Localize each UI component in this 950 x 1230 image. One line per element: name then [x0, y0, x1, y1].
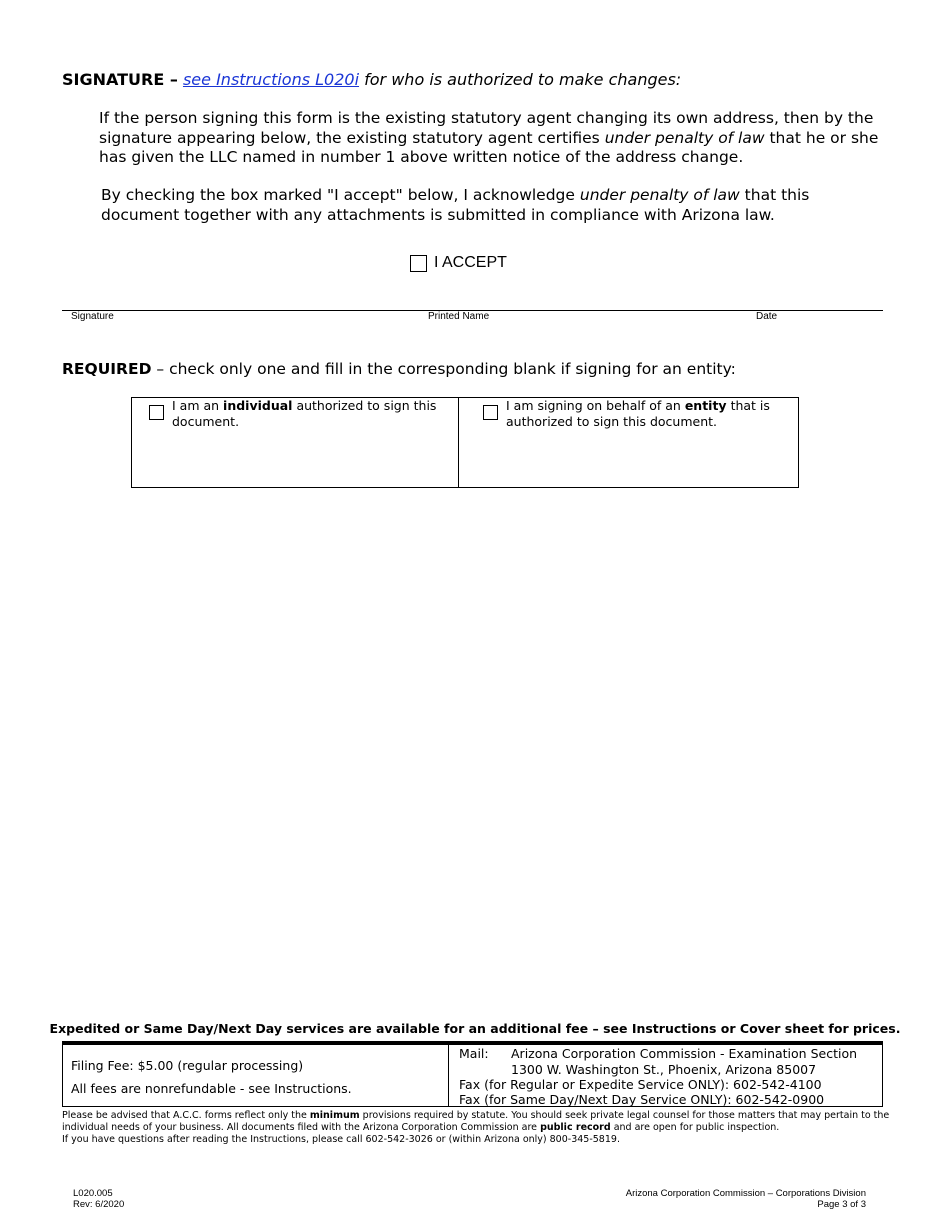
fax-same-day: Fax (for Same Day/Next Day Service ONLY): 602-542-0900	[459, 1092, 825, 1107]
footer-agency-info	[626, 1188, 866, 1210]
disclaimer-text-2: provisions required by statute. You should seek private legal counsel for those matters that may pertain to the individual needs of your business. All documents filed with the Arizona Corporation Commission are	[62, 1110, 890, 1133]
fee-table	[62, 1041, 883, 1107]
form-revision: Rev: 6/2020	[73, 1199, 125, 1210]
disclaimer-text-3: and are open for public inspection.	[613, 1122, 780, 1133]
entity-bold: entity	[684, 398, 727, 413]
entity-checkbox[interactable]	[483, 405, 498, 420]
entity-option[interactable]	[459, 398, 798, 487]
individual-checkbox[interactable]	[149, 405, 164, 420]
individual-option[interactable]	[132, 398, 459, 487]
para1-text-1: If the person signing this form is the existing statutory agent changing its own address, then by the signature appearing below, the existing statutory agent certifies	[99, 109, 874, 147]
disclaimer-text-1: Please be advised that A.C.C. forms reflect only the	[62, 1110, 307, 1121]
mail-address-line2: 1300 W. Washington St., Phoenix, Arizona 85007	[511, 1062, 817, 1077]
mail-address-line1: Arizona Corporation Commission - Examination Section	[511, 1046, 858, 1061]
form-code: L020.005	[73, 1188, 113, 1199]
mail-label: Mail:	[459, 1046, 489, 1061]
accept-row	[410, 254, 507, 272]
accept-label: I ACCEPT	[434, 254, 507, 271]
signature-heading-rest: for who is authorized to make changes:	[364, 70, 682, 89]
required-text: – check only one and fill in the corresponding blank if signing for an entity:	[156, 360, 736, 378]
statutory-agent-certification	[99, 109, 899, 168]
entity-text-1: I am signing on behalf of an	[506, 398, 681, 413]
filing-fee: Filing Fee: $5.00 (regular processing)	[71, 1058, 304, 1073]
individual-bold: individual	[223, 398, 293, 413]
footer-form-info	[73, 1188, 124, 1210]
accept-acknowledgement	[101, 186, 881, 225]
para2-text-1: By checking the box marked "I accept" below, I acknowledge	[101, 186, 575, 204]
signature-heading	[62, 70, 681, 89]
entity-text-2: that is authorized to sign this document.	[506, 398, 770, 429]
para2-italic: under penalty of law	[579, 186, 740, 204]
individual-text-1: I am an	[172, 398, 220, 413]
page-number: Page 3 of 3	[817, 1199, 866, 1210]
submission-info	[449, 1045, 882, 1106]
printed-name-label: Printed Name	[428, 311, 490, 322]
nonrefundable-note: All fees are nonrefundable - see Instructions.	[71, 1081, 352, 1096]
disclaimer-contact: If you have questions after reading the Instructions, please call 602-542-3026 or (within Arizona only) 800-345-5819.	[62, 1134, 620, 1145]
fax-regular: Fax (for Regular or Expedite Service ONLY): 602-542-4100	[459, 1077, 822, 1092]
disclaimer-paragraph	[62, 1110, 892, 1134]
disclaimer-bold-2: public record	[540, 1122, 611, 1133]
instructions-link[interactable]: see Instructions L020i	[182, 70, 360, 89]
para2-text-2: that this document together with any attachments is submitted in compliance with Arizona law.	[101, 186, 810, 224]
signer-type-box	[131, 397, 799, 488]
entity-option-text	[506, 398, 786, 429]
required-label: REQUIRED	[62, 360, 152, 378]
individual-text-2: authorized to sign this document.	[172, 398, 437, 429]
agency-name: Arizona Corporation Commission – Corporations Division	[625, 1188, 866, 1199]
accept-checkbox[interactable]	[410, 255, 427, 272]
fee-info	[63, 1045, 449, 1106]
individual-option-text	[172, 398, 442, 429]
required-heading	[62, 360, 736, 378]
legal-disclaimer	[62, 1110, 892, 1146]
disclaimer-bold-1: minimum	[309, 1110, 360, 1121]
signature-heading-label: SIGNATURE –	[62, 70, 178, 89]
para1-text-2: that he or she has given the LLC named in number 1 above written notice of the address change.	[99, 128, 879, 166]
date-label: Date	[756, 311, 778, 322]
para1-italic: under penalty of law	[604, 128, 765, 147]
signature-label: Signature	[71, 311, 114, 322]
expedited-note: Expedited or Same Day/Next Day services are available for an additional fee – see Instructions or Cover sheet for prices.	[49, 1021, 901, 1036]
